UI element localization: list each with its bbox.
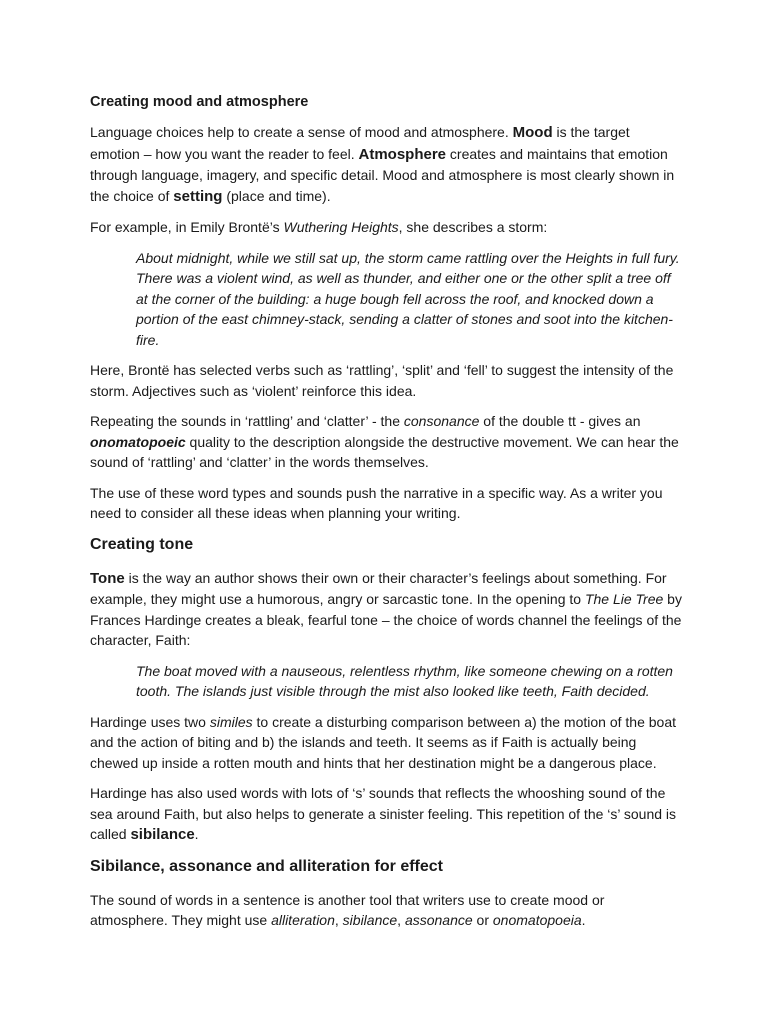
text-span: is the way an author shows their own or their character’s feelings about something. For example, they might use a humorous, angry or sarcastic tone. In the opening to (90, 569, 667, 607)
text-span: or (472, 912, 493, 928)
paragraph-tone (90, 568, 682, 651)
term-similes: similes (209, 713, 253, 730)
text-span: is the target emotion – how you want the reader to feel. (90, 124, 630, 162)
text-span: to create a disturbing comparison between a) the motion of the boat and the action of biting and b) the islands and teeth. It seems as if Faith is actually being chewed up inside a rotten mouth and hints that her destination might be a dangerous place. (90, 713, 676, 771)
paragraph-sound-of-words (90, 890, 682, 931)
text-span: , (334, 912, 343, 928)
heading-sibilance-assonance-alliteration: Sibilance, assonance and alliteration for effect (90, 857, 443, 875)
book-title-wuthering-heights: Wuthering Heights (283, 219, 399, 235)
heading-creating-mood: Creating mood and atmosphere (90, 94, 309, 110)
term-onomatopoeia: onomatopoeia (492, 912, 582, 928)
text-span: . (194, 826, 199, 842)
text-span: (place and time). (222, 187, 331, 204)
term-assonance: assonance (404, 912, 473, 928)
term-mood: Mood (512, 124, 553, 141)
text-span: , (397, 912, 405, 928)
text-span: . (581, 912, 586, 928)
text-span: For example, in Emily Brontë’s (90, 219, 284, 235)
text-span: creates and maintains that emotion through language, imagery, and specific detail. Mood and atmosphere is most clearly shown in the choice of (90, 145, 675, 204)
term-sibilance-italic: sibilance (342, 912, 398, 928)
term-onomatopoeic: onomatopoeic (90, 433, 186, 450)
paragraph-sibilance (90, 783, 682, 846)
term-tone: Tone (90, 569, 125, 587)
text-span: quality to the description alongside the destructive movement. We can hear the sound of ‘rattling’ and ‘clatter’ in the words themselves. (90, 433, 679, 470)
document-body (90, 92, 682, 941)
term-consonance: consonance (403, 413, 480, 429)
text-span: Hardinge uses two (90, 713, 210, 730)
book-title-lie-tree: The Lie Tree (584, 591, 664, 607)
text-span: Language choices help to create a sense of mood and atmosphere. (90, 124, 513, 140)
paragraph-mood-intro (90, 122, 682, 207)
paragraph-consonance (90, 411, 682, 473)
paragraph-word-types: The use of these word types and sounds push the narrative in a specific way. As a writer you need to consider all these ideas when planning your writing. (90, 484, 663, 521)
heading-creating-tone: Creating tone (90, 535, 194, 553)
quote-wuthering-heights: About midnight, while we still sat up, the storm came rattling over the Heights in full fury. There was a violent wind, as well as thunder, and either one or the other split a tree off at the corner of the building: a huge bough fell across the roof, and knocked down a portion of the east chimney-stack, sending a clatter of stones and soot into the kitchen-fire. (136, 249, 680, 348)
text-span: , she describes a storm: (398, 219, 548, 235)
paragraph-verbs: Here, Brontë has selected verbs such as ‘rattling’, ‘split’ and ‘fell’ to suggest the intensity of the storm. Adjectives such as ‘violent’ reinforce this idea. (90, 362, 674, 399)
text-span: The sound of words in a sentence is another tool that writers use to create mood or atmosphere. They might use (90, 891, 605, 928)
term-sibilance: sibilance (130, 826, 195, 843)
paragraph-similes (90, 712, 682, 774)
text-span: by Frances Hardinge creates a bleak, fearful tone – the choice of words channel the feelings of the character, Faith: (90, 591, 682, 648)
term-atmosphere: Atmosphere (358, 145, 447, 163)
term-alliteration: alliteration (271, 912, 335, 928)
term-setting: setting (173, 187, 223, 205)
paragraph-example-intro (90, 217, 682, 238)
text-span: Hardinge has also used words with lots of ‘s’ sounds that reflects the whooshing sound of the sea around Faith, but also helps to generate a sinister feeling. This repetition of the ‘s’ sound is called (90, 785, 677, 842)
text-span: Repeating the sounds in ‘rattling’ and ‘clatter’ - the (90, 413, 404, 429)
quote-lie-tree: The boat moved with a nauseous, relentless rhythm, like someone chewing on a rotten tooth. The islands just visible through the mist also looked like teeth, Faith decided. (136, 662, 673, 699)
text-span: of the double tt - gives an (479, 413, 641, 429)
